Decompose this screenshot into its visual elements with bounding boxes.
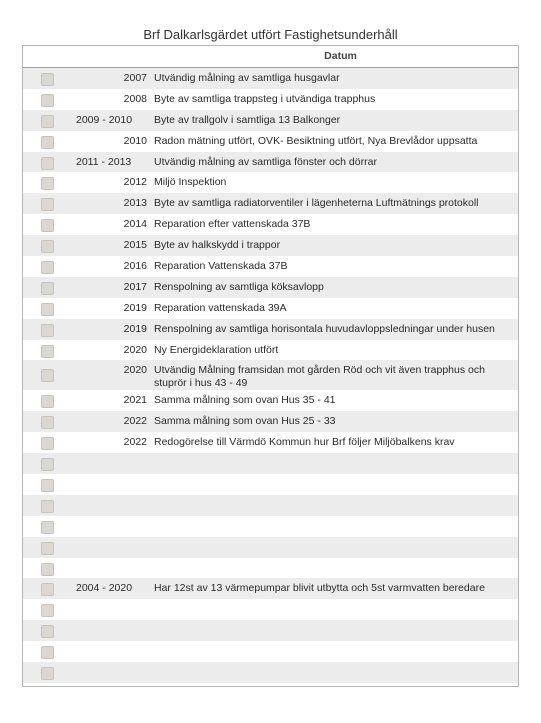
row-checkbox[interactable] (41, 136, 54, 149)
row-checkbox[interactable] (41, 625, 54, 638)
table-row (23, 256, 518, 277)
table-row (23, 340, 518, 361)
row-description: Redogörelse till Värmdö Kommun hur Brf följer Miljöbalkens krav (154, 436, 455, 449)
row-checkbox[interactable] (41, 282, 54, 295)
table-row (23, 411, 518, 432)
page-title: Brf Dalkarlsgärdet utfört Fastighetsunderhåll (143, 27, 398, 42)
table-row (23, 474, 518, 495)
row-description: Byte av samtliga trappsteg i utvändiga trapphus (154, 92, 376, 105)
row-checkbox[interactable] (41, 198, 54, 211)
row-description: Samma målning som ovan Hus 25 - 33 (154, 415, 336, 428)
table-row (23, 599, 518, 620)
row-year: 2004 - 2020 (76, 582, 133, 595)
table-row (23, 89, 518, 110)
row-checkbox[interactable] (41, 521, 54, 534)
row-description: Byte av trallgolv i samtliga 13 Balkonger (154, 113, 341, 126)
row-year: 2022 (123, 436, 147, 449)
row-checkbox[interactable] (41, 458, 54, 471)
table-row (23, 662, 518, 683)
row-description: Utvändig målning av samtliga fönster och dörrar (154, 155, 377, 168)
row-checkbox[interactable] (41, 583, 54, 596)
row-checkbox[interactable] (41, 303, 54, 316)
row-checkbox[interactable] (41, 115, 54, 128)
table-row (23, 641, 518, 662)
table-row (23, 537, 518, 558)
table-row (23, 277, 518, 298)
table-row (23, 68, 518, 89)
table-row (23, 360, 518, 390)
table-row (23, 319, 518, 340)
table-row (23, 453, 518, 474)
table-row (23, 620, 518, 641)
row-checkbox[interactable] (41, 437, 54, 450)
row-description: Byte av halkskydd i trappor (154, 239, 281, 252)
row-description: Har 12st av 13 värmepumpar blivit utbytta och 5st varmvatten beredare (154, 582, 485, 595)
row-description: Byte av samtliga radiatorventiler i lägenheterna Luftmätnings protokoll (154, 197, 479, 210)
row-description: Utvändig Målning framsidan mot gården Röd och vit även trapphus och stuprör i hus 43 - 49 (154, 364, 485, 389)
row-checkbox[interactable] (41, 667, 54, 680)
row-year: 2020 (123, 343, 147, 356)
row-description: Reparation efter vattenskada 37B (154, 218, 311, 231)
row-description: Reparation Vattenskada 37B (154, 260, 288, 273)
row-year: 2021 (123, 394, 147, 407)
row-description: Radon mätning utfört, OVK- Besiktning utfört, Nya Brevlådor uppsatta (154, 134, 478, 147)
row-year: 2009 - 2010 (76, 113, 133, 126)
table-row (23, 578, 518, 599)
row-description: Ny Energideklaration utfört (154, 343, 279, 356)
row-checkbox[interactable] (41, 219, 54, 232)
table-header (23, 46, 518, 68)
row-year: 2008 (123, 92, 147, 105)
row-year: 2007 (123, 72, 147, 84)
table-row (23, 235, 518, 256)
row-checkbox[interactable] (41, 500, 54, 513)
row-checkbox[interactable] (41, 177, 54, 190)
row-year: 2019 (123, 301, 147, 314)
row-year: 2019 (123, 322, 147, 335)
table-row (23, 495, 518, 516)
table-row (23, 193, 518, 214)
row-year: 2010 (123, 134, 147, 147)
row-year: 2020 (123, 364, 147, 377)
row-checkbox[interactable] (41, 345, 54, 358)
maintenance-table (22, 45, 519, 687)
row-checkbox[interactable] (41, 369, 54, 382)
row-year: 2011 - 2013 (76, 155, 132, 168)
table-row (23, 298, 518, 319)
table-row (23, 110, 518, 131)
row-year: 2017 (123, 280, 147, 293)
row-year: 2022 (123, 415, 147, 428)
row-description: Miljö Inspektion (154, 176, 227, 189)
table-row (23, 516, 518, 537)
row-checkbox[interactable] (41, 94, 54, 107)
row-year: 2015 (123, 239, 147, 252)
table-row (23, 214, 518, 235)
table-row (23, 172, 518, 193)
row-description: Reparation vattenskada 39A (154, 301, 287, 314)
row-checkbox[interactable] (41, 240, 54, 253)
row-checkbox[interactable] (41, 416, 54, 429)
row-checkbox[interactable] (41, 604, 54, 617)
table-row (23, 558, 518, 579)
row-checkbox[interactable] (41, 324, 54, 337)
table-row (23, 432, 518, 453)
table-row (23, 390, 518, 411)
row-year: 2012 (123, 176, 147, 189)
row-checkbox[interactable] (41, 563, 54, 576)
row-year: 2016 (123, 260, 147, 273)
table-body (23, 68, 518, 683)
row-checkbox[interactable] (41, 542, 54, 555)
row-checkbox[interactable] (41, 646, 54, 659)
row-description: Samma målning som ovan Hus 35 - 41 (154, 394, 336, 407)
row-description: Utvändig målning av samtliga husgavlar (154, 72, 340, 84)
column-header-datum: Datum (324, 50, 357, 62)
row-description: Renspolning av samtliga köksavlopp (154, 280, 324, 293)
row-checkbox[interactable] (41, 157, 54, 170)
row-description: Renspolning av samtliga horisontala huvudavloppsledningar under husen (154, 322, 495, 335)
row-year: 2014 (123, 218, 147, 231)
row-checkbox[interactable] (41, 395, 54, 408)
table-row (23, 152, 518, 173)
row-checkbox[interactable] (41, 73, 54, 86)
row-checkbox[interactable] (41, 261, 54, 274)
table-row (23, 131, 518, 152)
row-checkbox[interactable] (41, 479, 54, 492)
row-year: 2013 (123, 197, 147, 210)
